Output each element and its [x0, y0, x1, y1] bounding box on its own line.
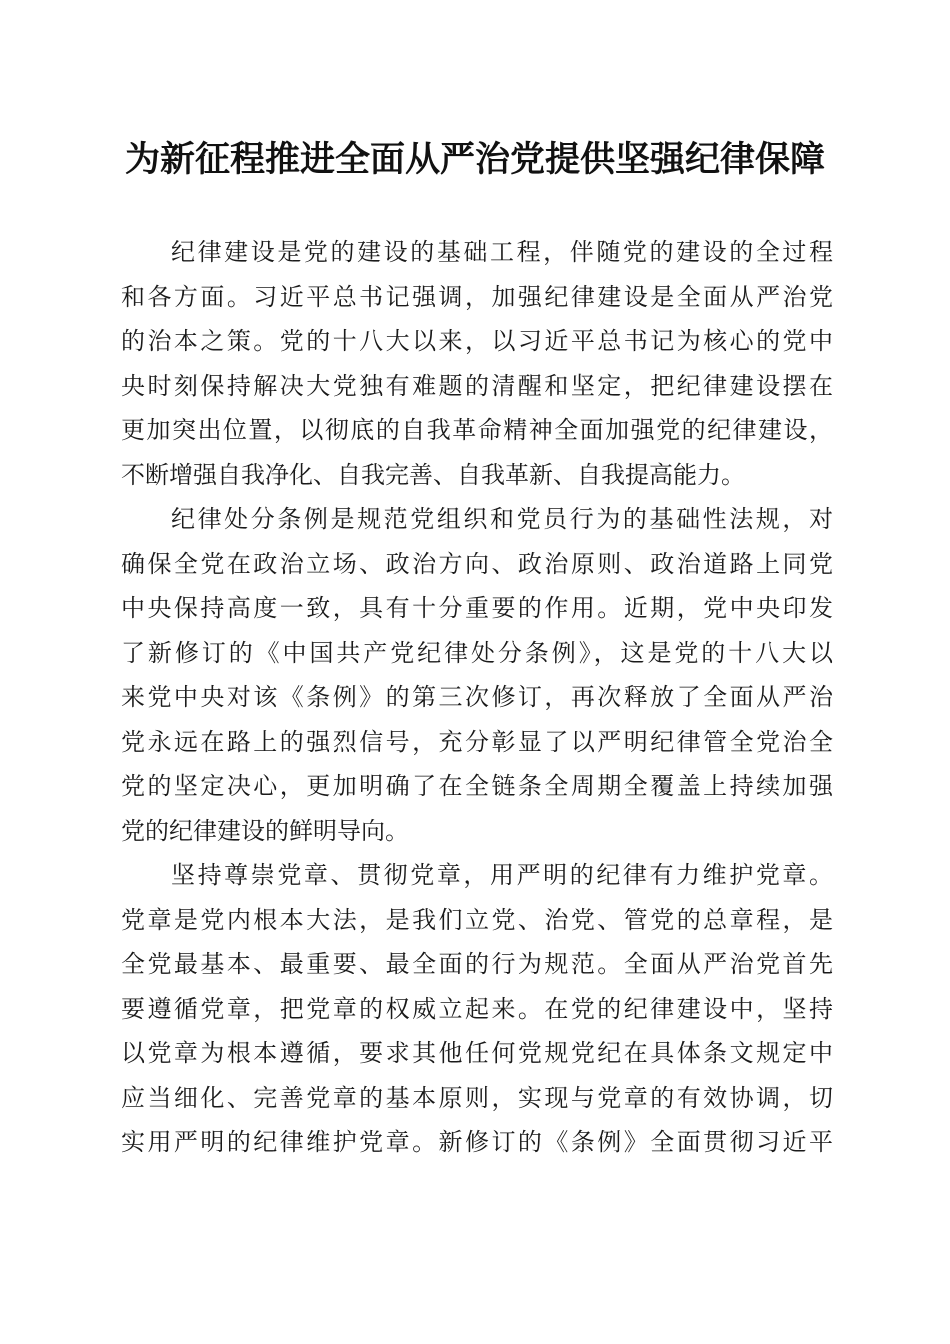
paragraph-line: 党章是党内根本大法，是我们立党、治党、管党的总章程，是: [121, 905, 833, 934]
document-title: 为新征程推进全面从严治党提供坚强纪律保障: [124, 139, 825, 180]
paragraph-line: 来党中央对该《条例》的第三次修订，再次释放了全面从严治: [121, 683, 833, 711]
paragraph-line: 中央保持高度一致，具有十分重要的作用。近期，党中央印发: [121, 594, 833, 622]
paragraph-3: [121, 853, 833, 1165]
paragraph-line: 党的坚定决心，更加明确了在全链条全周期全覆盖上持续加强: [121, 772, 833, 800]
paragraph-line: 央时刻保持解决大党独有难题的清醒和坚定，把纪律建设摆在: [121, 371, 833, 400]
paragraph-line: 的治本之策。党的十八大以来，以习近平总书记为核心的党中: [121, 327, 833, 355]
paragraph-line: 纪律处分条例是规范党组织和党员行为的基础性法规，对: [171, 505, 833, 533]
paragraph-line: 不断增强自我净化、自我完善、自我革新、自我提高能力。: [121, 460, 745, 489]
paragraph-line: 要遵循党章，把党章的权威立起来。在党的纪律建设中，坚持: [121, 994, 833, 1023]
paragraph-line: 了新修订的《中国共产党纪律处分条例》，这是党的十八大以: [121, 638, 833, 667]
paragraph-line: 党永远在路上的强烈信号，充分彰显了以严明纪律管全党治全: [121, 727, 833, 756]
paragraph-line: 实用严明的纪律维护党章。新修订的《条例》全面贯彻习近平: [121, 1128, 833, 1156]
paragraph-2: [121, 497, 833, 853]
paragraph-line: 确保全党在政治立场、政治方向、政治原则、政治道路上同党: [121, 549, 833, 578]
document-body: [121, 230, 833, 1165]
paragraph-line: 坚持尊崇党章、贯彻党章，用严明的纪律有力维护党章。: [171, 861, 833, 889]
paragraph-line: 更加突出位置，以彻底的自我革命精神全面加强党的纪律建设，: [121, 416, 833, 444]
paragraph-line: 纪律建设是党的建设的基础工程，伴随党的建设的全过程: [171, 238, 833, 266]
paragraph-line: 以党章为根本遵循，要求其他任何党规党纪在具体条文规定中: [121, 1039, 833, 1067]
paragraph-line: 全党最基本、最重要、最全面的行为规范。全面从严治党首先: [121, 950, 833, 978]
paragraph-line: 和各方面。习近平总书记强调，加强纪律建设是全面从严治党: [121, 282, 833, 311]
paragraph-1: [121, 230, 833, 497]
paragraph-line: 应当细化、完善党章的基本原则，实现与党章的有效协调，切: [121, 1083, 833, 1112]
paragraph-line: 党的纪律建设的鲜明导向。: [121, 816, 409, 845]
